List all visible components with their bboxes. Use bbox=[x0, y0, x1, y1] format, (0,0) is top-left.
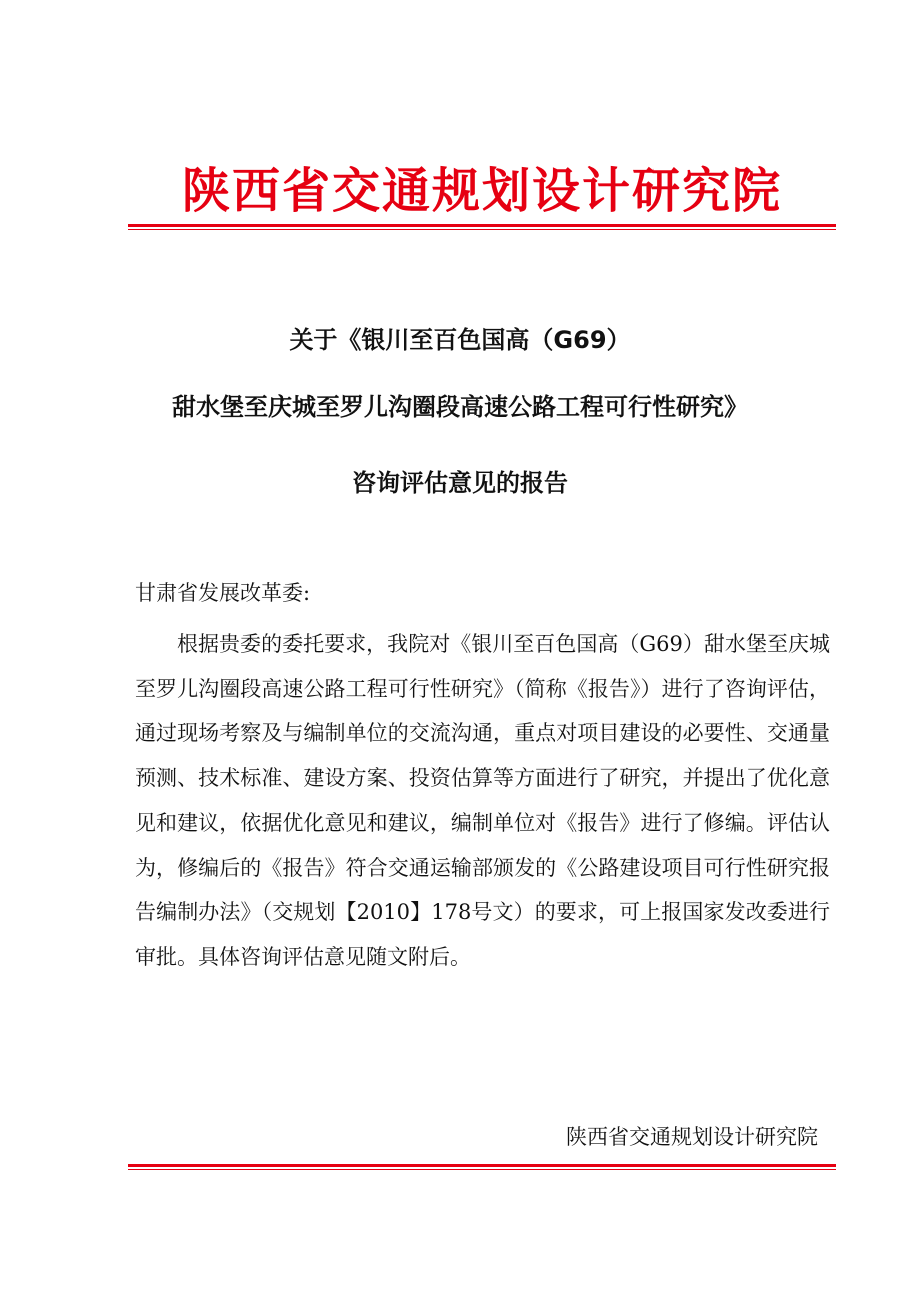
letter-body: 根据贵委的委托要求，我院对《银川至百色国高（G69）甜水堡至庆城至罗儿沟圈段高速公路工程可行性研究》（简称《报告》）进行了咨询评估，通过现场考察及与编制单位的交流沟通，重点对项目建设的必要性、交通量预测、技术标准、建设方案、投资估算等方面进行了研究，并提出了优化意见和建议，依据优化意见和建议，编制单位对《报告》进行了修编。评估认为，修编后的《报告》符合交通运输部颁发的《公路建设项目可行性研究报告编制办法》（交规划【2010】178号文）的要求，可上报国家发改委进行审批。具体咨询评估意见随文附后。 bbox=[135, 632, 830, 969]
salutation: 甘肃省发展改革委: bbox=[135, 581, 311, 605]
signature: 陕西省交通规划设计研究院 bbox=[566, 1125, 818, 1149]
report-title-line-2: 甜水堡至庆城至罗儿沟圈段高速公路工程可行性研究》 bbox=[172, 393, 748, 421]
header-rule-thin bbox=[128, 229, 836, 230]
footer-red-rule bbox=[128, 1164, 836, 1170]
header-red-rule bbox=[128, 224, 836, 230]
report-title-line-3: 咨询评估意见的报告 bbox=[352, 469, 568, 497]
organization-header: 陕西省交通规划设计研究院 bbox=[181, 163, 782, 219]
header-rule-thick bbox=[128, 224, 836, 227]
footer-rule-thick bbox=[128, 1164, 836, 1167]
report-title-line-1: 关于《银川至百色国高（G69） bbox=[289, 326, 631, 354]
footer-rule-thin bbox=[128, 1169, 836, 1170]
